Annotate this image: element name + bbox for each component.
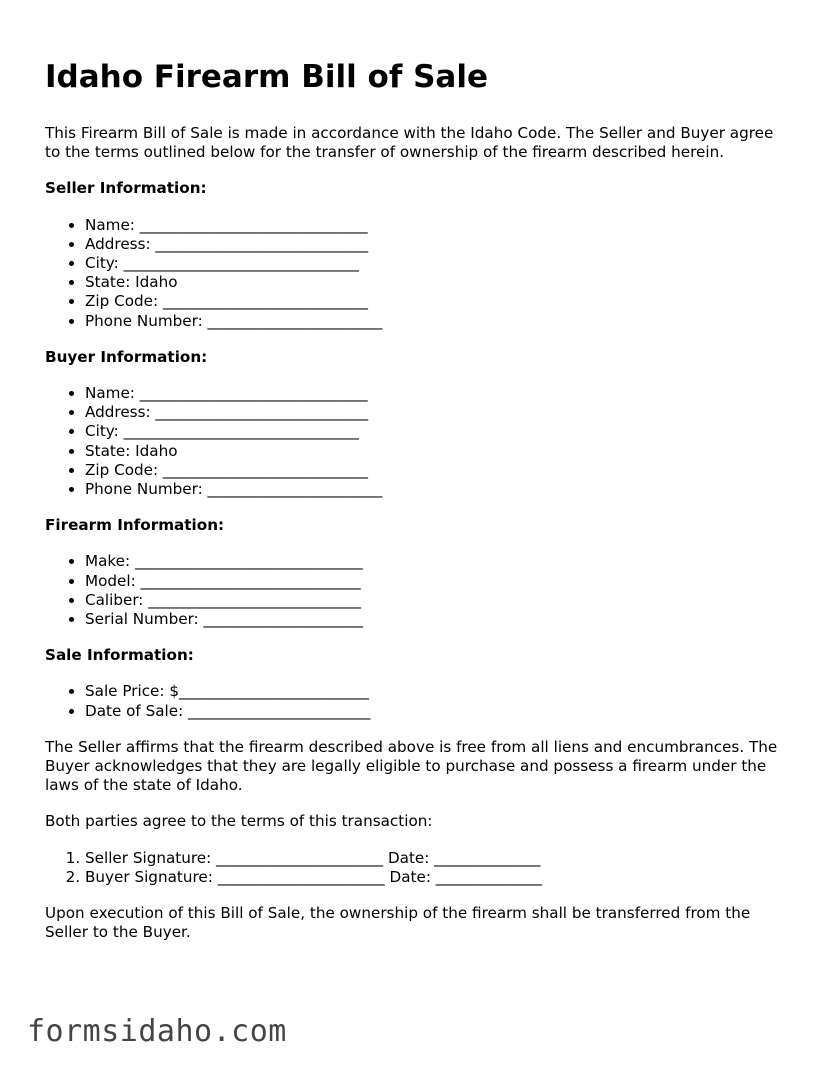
- firearm-model-field[interactable]: • Model: _____________________________: [85, 572, 785, 591]
- seller-heading: Seller Information:: [45, 179, 207, 198]
- firearm-make-field[interactable]: • Make: ______________________________: [85, 552, 785, 571]
- seller-zip-field[interactable]: • Zip Code: ___________________________: [85, 292, 785, 311]
- signature-list: [45, 849, 785, 887]
- buyer-state-field: • State: Idaho: [85, 442, 785, 461]
- seller-address-field[interactable]: • Address: ____________________________: [85, 235, 785, 254]
- seller-name-field[interactable]: • Name: ______________________________: [85, 216, 785, 235]
- seller-phone-field[interactable]: • Phone Number: _______________________: [85, 312, 785, 331]
- buyer-signature-field[interactable]: 2. Buyer Signature: ______________________ Date: ______________: [85, 868, 785, 887]
- firearm-heading: Firearm Information:: [45, 516, 225, 535]
- intro-paragraph: This Firearm Bill of Sale is made in accordance with the Idaho Code. The Seller and Buyer agree to the terms outlined below for the transfer of ownership of the firearm described herein.: [45, 124, 774, 162]
- affirmation-paragraph: The Seller affirms that the firearm described above is free from all liens and encumbrances. The Buyer acknowledges that they are legally eligible to purchase and possess a firearm under the laws of the state of Idaho.: [45, 737, 778, 795]
- closing-paragraph: Upon execution of this Bill of Sale, the ownership of the firearm shall be transferred from the Seller to the Buyer.: [45, 904, 751, 942]
- buyer-list: [45, 384, 785, 499]
- firearm-serial-field[interactable]: • Serial Number: _____________________: [85, 610, 785, 629]
- firearm-list: [45, 552, 785, 629]
- agreement-paragraph: Both parties agree to the terms of this transaction:: [45, 812, 433, 831]
- document-title: Idaho Firearm Bill of Sale: [45, 59, 488, 95]
- sale-date-field[interactable]: • Date of Sale: ________________________: [85, 702, 785, 721]
- document-page: [45, 56, 785, 960]
- sale-price-field[interactable]: • Sale Price: $_________________________: [85, 682, 785, 701]
- seller-list: [45, 216, 785, 331]
- seller-city-field[interactable]: • City: _______________________________: [85, 254, 785, 273]
- seller-signature-field[interactable]: 1. Seller Signature: ______________________ Date: ______________: [85, 849, 785, 868]
- buyer-phone-field[interactable]: • Phone Number: _______________________: [85, 480, 785, 499]
- buyer-zip-field[interactable]: • Zip Code: ___________________________: [85, 461, 785, 480]
- buyer-name-field[interactable]: • Name: ______________________________: [85, 384, 785, 403]
- firearm-caliber-field[interactable]: • Caliber: ____________________________: [85, 591, 785, 610]
- sale-heading: Sale Information:: [45, 646, 194, 665]
- sale-list: [45, 682, 785, 720]
- seller-state-field: • State: Idaho: [85, 273, 785, 292]
- buyer-heading: Buyer Information:: [45, 347, 208, 366]
- buyer-city-field[interactable]: • City: _______________________________: [85, 422, 785, 441]
- buyer-address-field[interactable]: • Address: ____________________________: [85, 403, 785, 422]
- site-watermark: formsidaho.com: [27, 1014, 287, 1049]
